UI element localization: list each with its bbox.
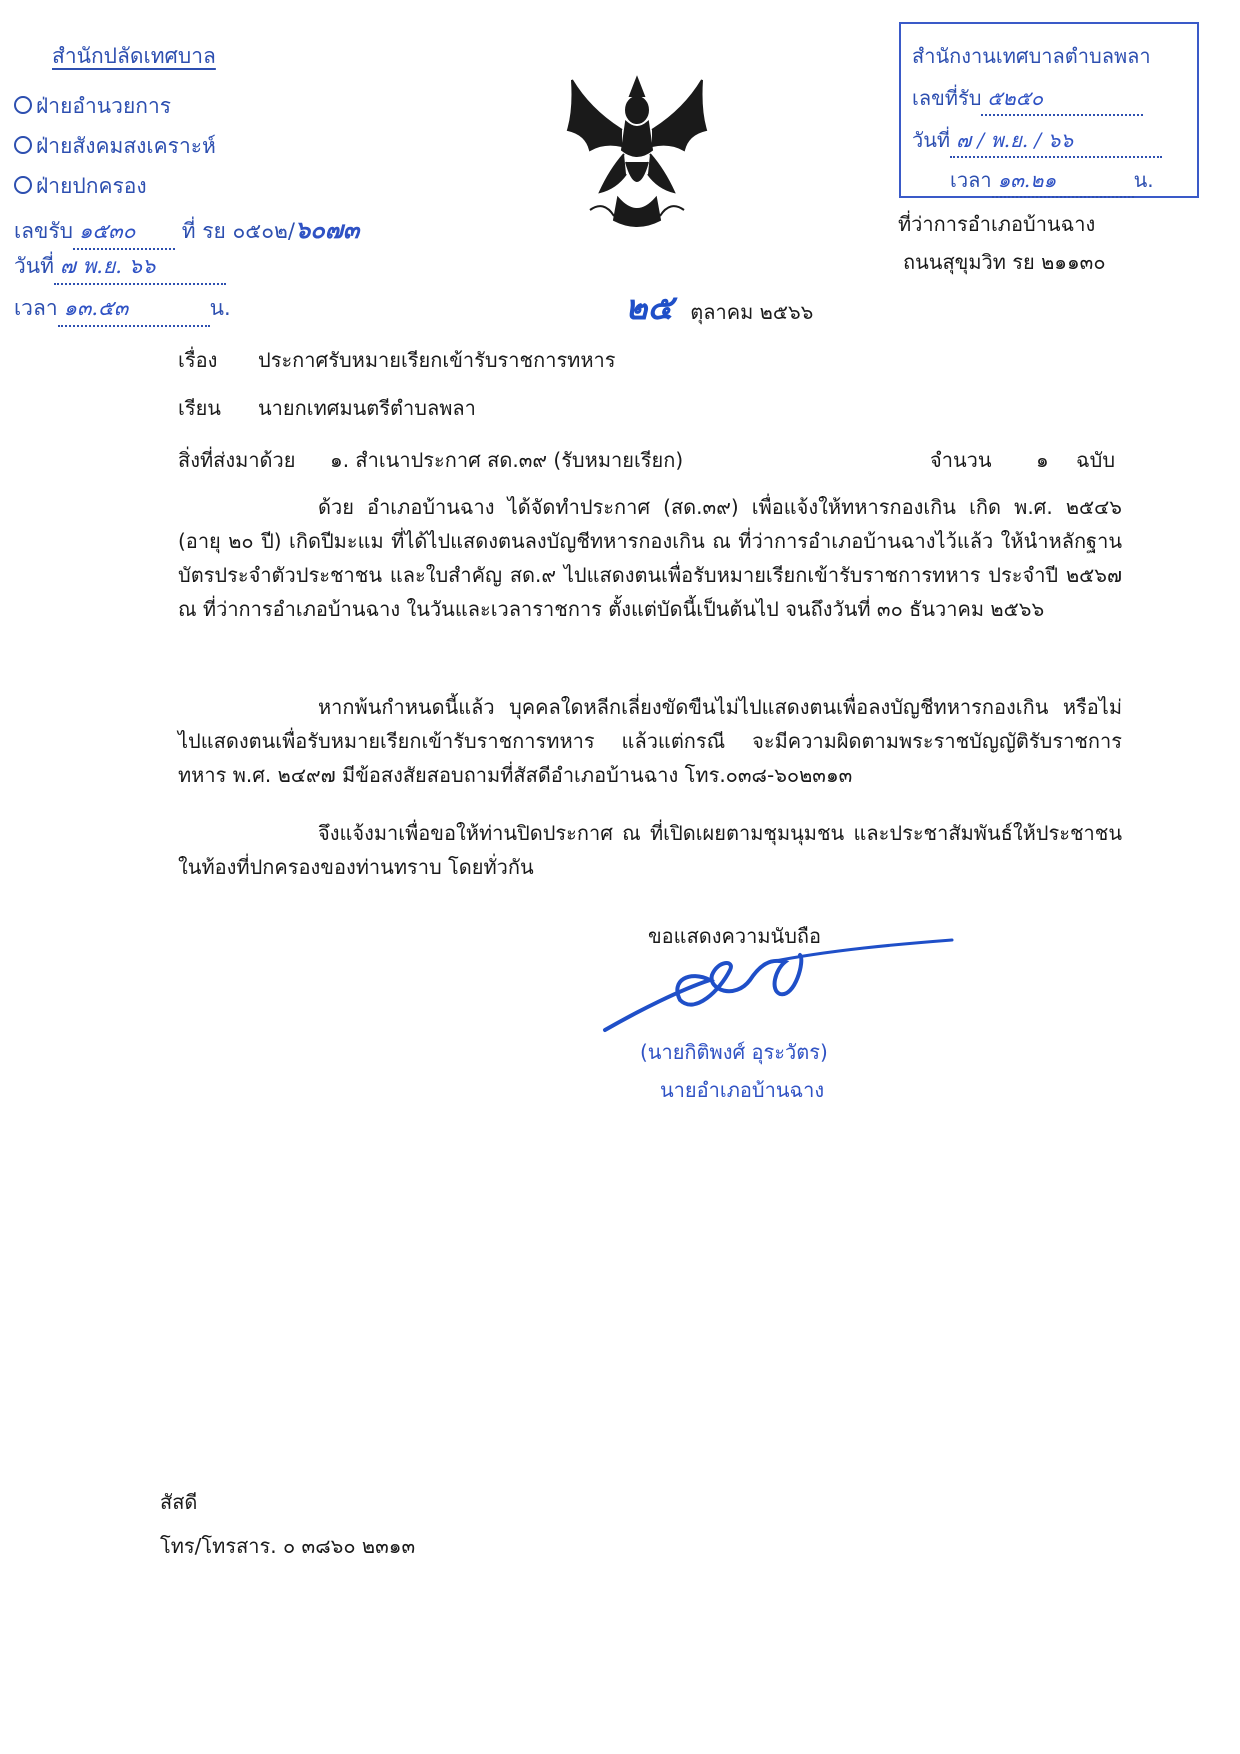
closing-text: ขอแสดงความนับถือ (648, 924, 822, 948)
circle-icon (14, 96, 32, 114)
paragraph-3: จึงแจ้งมาเพื่อขอให้ท่านปิดประกาศ ณ ที่เปิดเผยตามชุมนุมชน และประชาสัมพันธ์ให้ประชาชนในท้องที่ปกครองของท่านทราบ โดยทั่วกัน (178, 821, 1122, 879)
left-stamp-time: เวลา ๑๓.๕๓ น. (14, 292, 231, 327)
right-stamp-receive: เลขที่รับ ๕๒๕๐ (912, 82, 1143, 116)
left-stamp-option-3: ฝ่ายปกครอง (14, 170, 147, 203)
circle-icon (14, 176, 32, 194)
garuda-emblem-icon (560, 70, 715, 235)
left-stamp-date: วันที่ ๗ พ.ย. ๖๖ (14, 250, 226, 285)
signature-image (600, 920, 960, 1040)
signer-name: (นายกิติพงศ์ อุระวัตร) (640, 1040, 828, 1064)
paragraph-2: หากพ้นกำหนดนี้แล้ว บุคคลใดหลีกเลี่ยงขัดขืนไม่ไปแสดงตนเพื่อลงบัญชีทหารกองเกิน หรือไม่ไปแสดงตนเพื่อรับหมายเรียกเข้ารับราชการทหาร แล้วแต่กรณี จะมีความผิดตามพระราชบัญญัติรับราชการทหาร พ.ศ. ๒๔๙๗ มีข้อสงสัยสอบถามที่สัสดีอำเภอบ้านฉาง โทร.๐๓๘-๖๐๒๓๑๓ (178, 695, 1122, 787)
right-stamp-date: วันที่ ๗ / พ.ย. / ๖๖ (912, 124, 1162, 158)
right-stamp-title: สำนักงานเทศบาลตำบลพลา (912, 44, 1151, 68)
left-stamp-option-2: ฝ่ายสังคมสงเคราะห์ (14, 130, 216, 163)
signer-title: นายอำเภอบ้านฉาง (660, 1078, 825, 1102)
enclosure-unit: ฉบับ (1076, 448, 1116, 472)
circle-icon (14, 136, 32, 154)
paragraph-1: ด้วย อำเภอบ้านฉาง ได้จัดทำประกาศ (สด.๓๙) เพื่อแจ้งให้ทหารกองเกิน เกิด พ.ศ. ๒๕๔๖ (อายุ ๒๐ ปี) เกิดปีมะแม ที่ได้ไปแสดงตนลงบัญชีทหารกองเกิน ณ ที่ว่าการอำเภอบ้านฉางไว้แล้ว ให้นำหลักฐาน บัตรประจำตัวประชาชน และใบสำคัญ สด.๙ ไปแสดงตนเพื่อรับหมายเรียกเข้ารับราชการทหาร ประจำปี ๒๕๖๗ ณ ที่ว่าการอำเภอบ้านฉาง ในวันและเวลาราชการ ตั้งแต่บัดนี้เป็นต้นไป จนถึงวันที่ ๓๐ ธันวาคม ๒๕๖๖ (178, 495, 1122, 621)
enclosure-text: ๑. สำเนาประกาศ สด.๓๙ (รับหมายเรียก) (330, 448, 684, 472)
enclosure-label: สิ่งที่ส่งมาด้วย (178, 448, 296, 472)
enclosure-qty: ๑ (1036, 448, 1049, 472)
subject-text: ประกาศรับหมายเรียกเข้ารับราชการทหาร (258, 348, 616, 372)
left-stamp-title: สำนักปลัดเทศบาล (52, 44, 216, 68)
enclosure-qty-label: จำนวน (930, 448, 992, 472)
subject-label: เรื่อง (178, 348, 218, 372)
right-stamp-time: เวลา ๑๓.๒๑ น. (950, 164, 1154, 198)
left-stamp-receive: เลขรับ ๑๕๓๐ ที่ รย ๐๕๐๒/๖๐๗๓ (14, 210, 359, 250)
to-label: เรียน (178, 396, 221, 420)
footer-phone: โทร/โทรสาร. ๐ ๓๘๖๐ ๒๓๑๓ (160, 1534, 416, 1558)
to-text: นายกเทศมนตรีตำบลพลา (258, 396, 476, 420)
office-name: ที่ว่าการอำเภอบ้านฉาง (898, 212, 1096, 236)
letter-date: ๒๕ ตุลาคม ๒๕๖๖ (625, 288, 814, 328)
footer-dept: สัสดี (160, 1490, 198, 1514)
office-address: ถนนสุขุมวิท รย ๒๑๑๓๐ (903, 250, 1106, 274)
left-stamp-option-1: ฝ่ายอำนวยการ (14, 90, 171, 123)
date-day-handwritten: ๒๕ (625, 288, 674, 328)
